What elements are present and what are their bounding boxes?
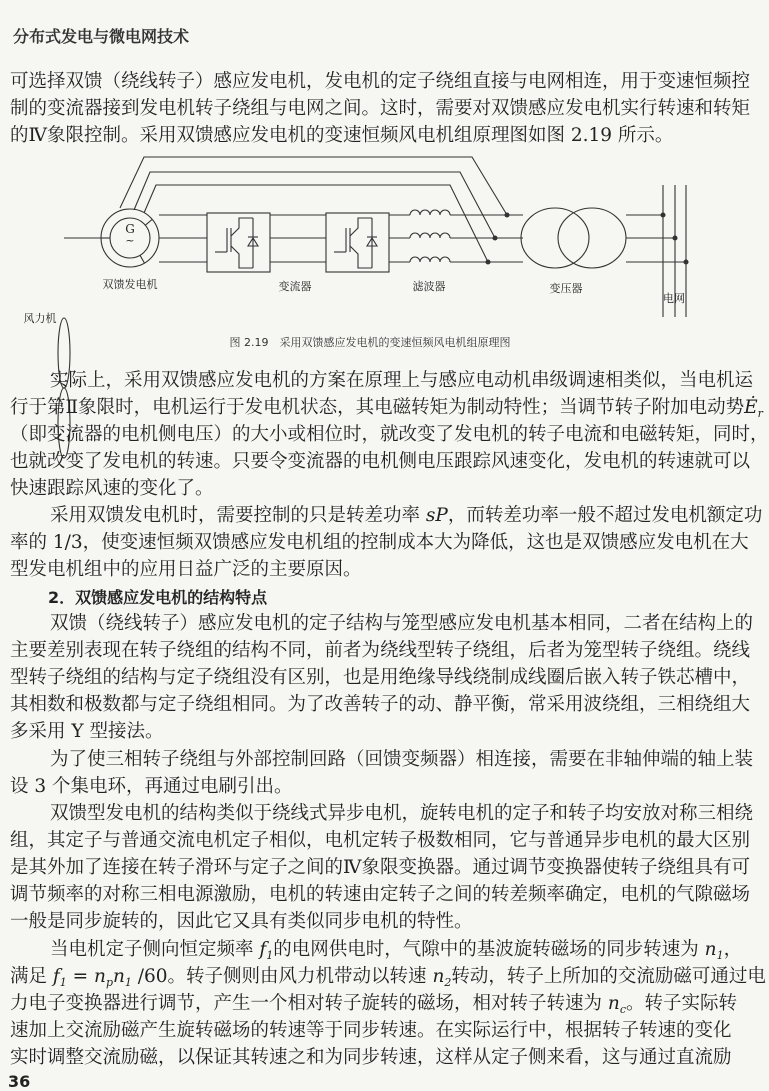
text-line	[10, 502, 763, 529]
math-subscript: 1	[266, 949, 274, 962]
text-line	[10, 908, 728, 935]
text-line	[10, 448, 751, 475]
junction-dot	[493, 236, 497, 240]
igbt-collector	[350, 218, 372, 236]
igbt-emitter	[231, 246, 253, 268]
math-symbol: n	[94, 966, 106, 987]
igbt-collector	[231, 218, 253, 236]
text-run: （即变流器的电机侧电压）的大小或相位时，就改变了发电机的转子电流和电磁转矩，同时，	[10, 424, 769, 445]
text-run: ，	[723, 939, 743, 960]
paragraph	[10, 610, 754, 745]
text-run: 主要差别表现在转子绕组的结构不同，前者为绕线型转子绕组，后者为笼型转子绕组。绕线	[10, 640, 751, 661]
text-line	[10, 529, 749, 556]
paragraph	[10, 68, 751, 149]
text-run: 实际上，采用双馈感应发电机的方案在原理上与感应电动机串级调速相类似，当电机运	[50, 370, 754, 391]
text-run: 实时调整交流励磁，以保证其转速之和为同步转速，这样从定子侧来看，这与通过直流励	[10, 1047, 732, 1068]
math-subscript: 1	[716, 949, 724, 962]
text-line	[10, 773, 728, 800]
text-line	[10, 1017, 732, 1044]
text-line	[10, 990, 737, 1017]
rotor-feed-line	[134, 172, 495, 238]
text-run: 的电网供电时，气隙中的基波旋转磁场的同步转速为	[273, 939, 705, 960]
section-heading: 2．双馈感应发电机的结构特点	[48, 588, 268, 607]
text-run: 满足	[10, 966, 53, 987]
text-run: =	[66, 966, 95, 987]
text-line	[10, 95, 751, 122]
text-run: 组，其定子与普通交流电机定子相似，电机定转子极数相同，它与普通异步电机的最大区别	[10, 830, 751, 851]
math-symbol: f	[259, 939, 267, 960]
junction-dot	[661, 213, 665, 217]
math-subscript: 1	[124, 976, 132, 989]
text-run: 行于第Ⅱ象限时，电机运行于发电机状态，其电磁转矩为制动特性；当调节转子附加电动势	[10, 397, 745, 418]
inductor-coil	[410, 210, 450, 215]
label-filter: 滤波器	[412, 280, 446, 293]
junction-dot	[673, 236, 677, 240]
label-turbine: 风力机	[23, 312, 57, 325]
slip-ring-divider	[140, 255, 145, 263]
math-symbol: sP	[425, 505, 448, 526]
text-run: 。转子实际转	[625, 993, 737, 1014]
text-line	[10, 827, 751, 854]
paragraph	[10, 936, 766, 1071]
text-run: 率的 1/3，使变速恒频双馈感应发电机组的控制成本大为降低，这也是双馈感应发电机在大	[10, 532, 749, 553]
text-line	[10, 936, 743, 963]
text-line	[10, 556, 728, 583]
label-grid: 电网	[663, 292, 685, 305]
text-line	[10, 746, 754, 773]
label-generator: 双馈发电机	[102, 278, 158, 291]
text-run: 双馈型发电机的结构类似于绕线式异步电机，旋转电机的定子和转子均安放对称三相绕	[50, 803, 754, 824]
text-line	[10, 854, 750, 881]
transformer-winding-2	[558, 208, 626, 268]
math-subscript: 2	[444, 976, 452, 989]
text-line	[10, 122, 728, 149]
slip-ring-divider	[145, 219, 152, 225]
text-run: 双馈（绕线转子）感应发电机的定子结构与笼型感应发电机基本相同，二者在结构上的	[50, 613, 754, 634]
math-subscript: r	[757, 407, 763, 420]
text-run: 多采用 Y 型接法。	[10, 721, 164, 742]
inductor-coil	[410, 257, 450, 262]
text-line	[10, 394, 763, 421]
text-line	[10, 637, 751, 664]
text-line	[10, 718, 728, 745]
text-line	[10, 610, 754, 637]
math-subscript: p	[105, 976, 113, 989]
junction-dot	[684, 260, 688, 264]
paragraph	[10, 502, 763, 583]
transformer-winding-1	[521, 208, 589, 268]
paragraph	[10, 800, 754, 935]
text-line	[10, 421, 769, 448]
text-line	[10, 475, 728, 502]
text-run: 转动，转子上所加的交流励磁可通过电	[451, 966, 766, 987]
math-symbol: f	[52, 966, 60, 987]
text-run: 的Ⅳ象限控制。采用双馈感应发电机的变速恒频风电机组原理图如图 2.19 所示。	[10, 125, 674, 146]
ac-symbol: ~	[125, 234, 135, 247]
text-line	[10, 68, 751, 95]
wind-turbine-dfig-diagram	[0, 150, 740, 330]
math-symbol: n	[607, 993, 620, 1014]
generator-symbol: G	[125, 222, 135, 236]
junction-dot	[505, 213, 509, 217]
text-run: 当电机定子侧向恒定频率	[50, 939, 260, 960]
text-run: 也就改变了发电机的转速。只要令变流器的电机侧电压跟踪风速变化，发电机的转速就可以	[10, 451, 751, 472]
text-run: 为了使三相转子绕组与外部控制回路（回馈变频器）相连接，需要在非轴伸端的轴上装	[50, 749, 754, 770]
page-number: 36	[8, 1072, 31, 1091]
text-run: 快速跟踪风速的变化了。	[10, 478, 214, 499]
rotor-feed-line	[120, 157, 507, 215]
text-run: 力电子变换器进行调节，产生一个相对转子旋转的磁场，相对转子转速为	[10, 993, 608, 1014]
rotor-feed-line	[144, 185, 488, 262]
text-run: 可选择双馈（绕线转子）感应发电机，发电机的定子绕组直接与电网相连，用于变速恒频控	[10, 71, 751, 92]
math-symbol: n	[432, 966, 445, 987]
text-run: ，而转差功率一般不超过发电机额定功	[447, 505, 763, 526]
text-line	[10, 881, 751, 908]
junction-dot	[486, 260, 490, 264]
text-line	[10, 1044, 732, 1071]
inductor-coil	[410, 233, 450, 238]
figure-caption: 图 2.19 采用双馈感应发电机的变速恒频风电机组原理图	[229, 336, 511, 349]
text-line	[10, 367, 754, 394]
text-run: 制的变流器接到发电机转子绕组与电网之间。这时，需要对双馈感应发电机实行转速和转矩	[10, 98, 751, 119]
label-transformer: 变压器	[549, 282, 583, 295]
math-subscript: 1	[59, 976, 67, 989]
text-run: 设 3 个集电环，再通过电刷引出。	[10, 776, 293, 797]
math-subscript: c	[619, 1003, 626, 1016]
running-header: 分布式发电与微电网技术	[13, 27, 190, 46]
text-run: 速加上交流励磁产生旋转磁场的转速等于同步转速。在实际运行中，根据转子转速的变化	[10, 1020, 732, 1041]
text-run: 是其外加了连接在转子滑环与定子之间的Ⅳ象限变换器。通过调节变换器使转子绕组具有可	[10, 857, 750, 878]
text-line	[10, 664, 751, 691]
text-run: /60。转子侧则由风力机带动以转速	[131, 966, 433, 987]
text-run: 调节频率的对称三相电源激励，电机的转速由定转子之间的转差频率确定，电机的气隙磁场	[10, 884, 751, 905]
paragraph	[10, 367, 769, 502]
text-run: 一般是同步旋转的，因此它又具有类似同步电机的特性。	[10, 911, 473, 932]
text-run: 型发电机组中的应用日益广泛的主要原因。	[10, 559, 362, 580]
math-symbol: n	[704, 939, 717, 960]
math-symbol: n	[112, 966, 125, 987]
text-line	[10, 691, 751, 718]
text-run: 其相数和极数都与定子绕组相同。为了改善转子的动、静平衡，常采用波绕组，三相绕组大	[10, 694, 751, 715]
label-converter: 变流器	[278, 280, 312, 293]
text-line	[10, 963, 766, 990]
text-run: 采用双馈发电机时，需要控制的只是转差功率	[50, 505, 426, 526]
text-line	[10, 800, 754, 827]
paragraph	[10, 746, 754, 800]
text-run: 型转子绕组的结构与定子绕组没有区别，也是用绝缘导线绕制成线圈后嵌入转子铁芯槽中，	[10, 667, 751, 688]
igbt-emitter	[350, 246, 372, 268]
math-symbol: Ė	[744, 397, 758, 418]
